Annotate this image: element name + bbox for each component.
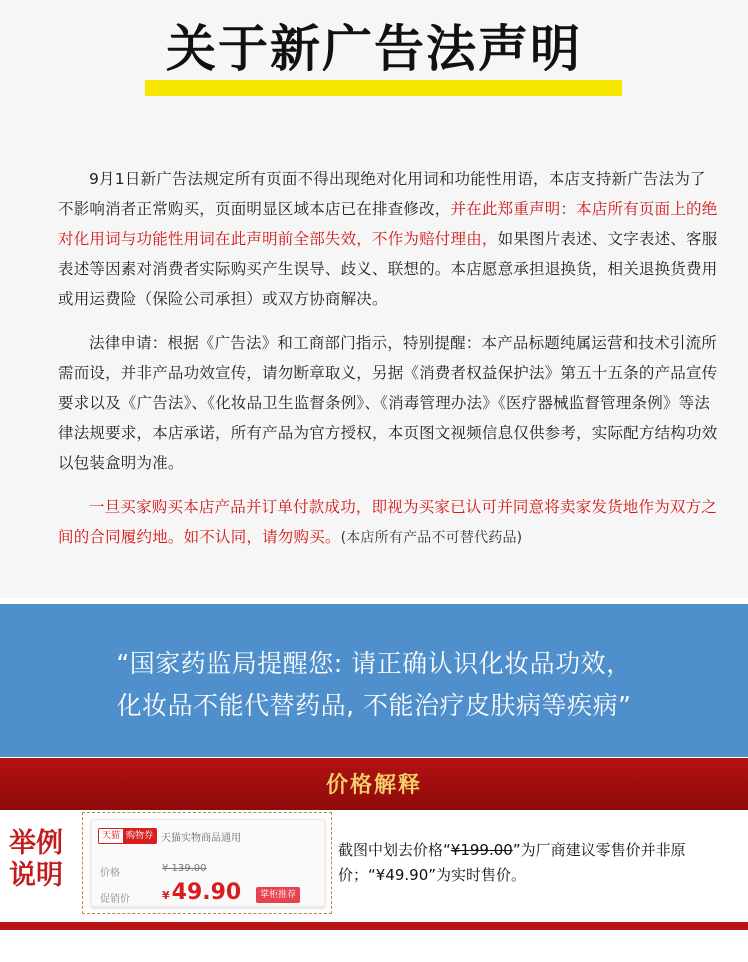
explanation-part-2: ”为厂商建议零售价并非原价；“¥49.90”为实时售价。 bbox=[338, 841, 686, 884]
statement-paragraph-1 bbox=[58, 164, 718, 314]
coupon-row bbox=[98, 828, 241, 846]
p1-text: 9月1日新广告法规定所有页面不得出现绝对化用词和功能性用语，本店支持新广告法为了不影响消者正常购买，页面明显区域本店已在排查修改， bbox=[58, 170, 706, 218]
tmall-coupon-tag bbox=[98, 828, 157, 844]
regulator-notice bbox=[0, 604, 748, 757]
tmall-tag-label: 天猫 bbox=[99, 829, 123, 843]
price-label: 价格 bbox=[100, 868, 120, 879]
price-card bbox=[91, 819, 325, 907]
p3-red-text: 一旦买家购买本店产品并订单付款成功，即视为买家已认可并同意将卖家发货地作为双方之间的合同履约地。如不认同，请勿购买。 bbox=[58, 498, 718, 546]
notice-line-1: “国家药监局提醒您: 请正确认识化妆品功效， bbox=[116, 649, 632, 678]
bottom-divider bbox=[0, 922, 748, 930]
statement-body bbox=[58, 164, 718, 553]
price-screenshot-frame bbox=[82, 812, 332, 914]
explanation-part-1: 截图中划去价格“ bbox=[338, 841, 451, 859]
price-explanation-title: 价格解释 bbox=[325, 773, 422, 798]
p2-text: 法律申请：根据《广告法》和工商部门指示，特别提醒：本产品标题纯属运营和技术引流所需而设，并非产品功效宣传，请勿断章取义，另据《消费者权益保护法》第五十五条的产品宣传要求以及《广告法》、《化妆品卫生监督条例》、《消毒管理办法》《医疗器械监督管理条例》等法律法规要求，本店承诺，所有产品为官方授权，本页图文视频信息仅供参考，实际配方结构功效以包装盒明为准。 bbox=[58, 334, 718, 472]
promo-label: 促销价 bbox=[100, 894, 130, 905]
notice-line-2: 化妆品不能代替药品, 不能治疗皮肤病等疾病” bbox=[116, 691, 632, 720]
example-label bbox=[6, 828, 66, 892]
p1-red-text: 并在此郑重声明：本店所有页面上的绝对化用词与功能性用词在此声明前全部失效，不作为赔付理由， bbox=[58, 200, 718, 248]
current-price bbox=[162, 880, 241, 905]
recommend-badge: 掌柜推荐 bbox=[256, 887, 300, 903]
original-price: ¥ 139.00 bbox=[162, 863, 207, 874]
statement-paragraph-3 bbox=[58, 492, 718, 553]
price-explanation-text bbox=[338, 838, 738, 888]
explanation-strike-price: ¥199.00 bbox=[450, 841, 513, 859]
page-title: 关于新广告法声明 bbox=[166, 20, 582, 78]
price-explanation-header bbox=[0, 758, 748, 810]
p1-text-2: 如果图片表述、文字表述、客服表述等因素对消费者实际购买产生误导、歧义、联想的。本店愿意承担退换货，相关退换货费用或用运费险（保险公司承担）或双方协商解决。 bbox=[58, 230, 718, 308]
p3-note: (本店所有产品不可替代药品) bbox=[340, 530, 523, 546]
currency-symbol: ¥ bbox=[162, 889, 170, 902]
statement-paragraph-2 bbox=[58, 328, 718, 478]
current-price-value: 49.90 bbox=[171, 880, 242, 905]
coupon-tag-label: 购物券 bbox=[123, 829, 156, 843]
coupon-description: 天猫实物商品通用 bbox=[161, 832, 242, 844]
example-label-line-2: 说明 bbox=[9, 860, 63, 891]
example-label-line-1: 举例 bbox=[9, 828, 63, 859]
